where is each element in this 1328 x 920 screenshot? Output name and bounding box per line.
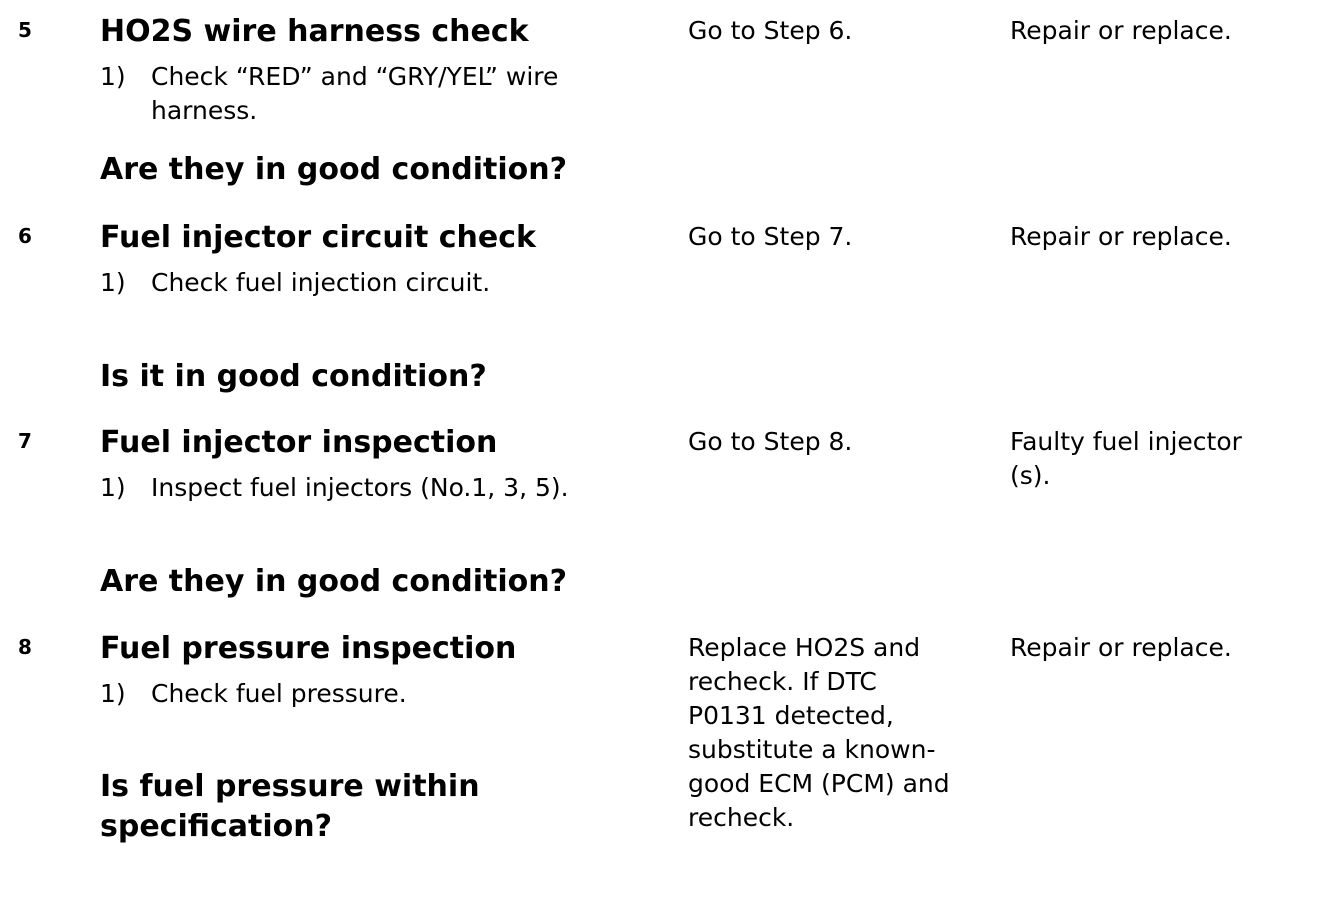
yes-action: Go to Step 6. [688, 16, 853, 45]
substep-text: Check fuel injection circuit. [151, 268, 491, 297]
substep-marker: 1) [100, 62, 126, 91]
substep-marker: 1) [100, 268, 126, 297]
substep [100, 677, 660, 713]
yes-action: Replace HO2S and recheck. If DTC P0131 detected, substitute a known-good ECM (PCM) and recheck. [688, 633, 950, 832]
substep [100, 471, 660, 507]
no-action: Repair or replace. [1010, 16, 1232, 45]
step-question: Are they in good condition? [100, 152, 568, 187]
yes-action: Go to Step 7. [688, 222, 853, 251]
substep [100, 266, 660, 302]
substep-text: Check fuel pressure. [151, 679, 407, 708]
substep [100, 60, 660, 130]
step-number: 7 [18, 429, 32, 453]
step-question: Is it in good condition? [100, 359, 487, 394]
no-action: Repair or replace. [1010, 222, 1232, 251]
no-action: Repair or replace. [1010, 633, 1232, 662]
step-number: 8 [18, 635, 32, 659]
table-row [0, 220, 1328, 410]
table-row [0, 14, 1328, 204]
step-title: Fuel injector circuit check [100, 220, 536, 255]
substep-marker: 1) [100, 473, 126, 502]
step-question: Are they in good condition? [100, 564, 568, 599]
substep-marker: 1) [100, 679, 126, 708]
table-row [0, 631, 1328, 861]
substep-text: Inspect fuel injectors (No.1, 3, 5). [151, 473, 569, 502]
step-title: Fuel injector inspection [100, 425, 498, 460]
no-action: Faulty fuel injector (s). [1010, 427, 1242, 490]
substep-text: Check “RED” and “GRY/YEL” wire harness. [151, 62, 559, 125]
step-title: HO2S wire harness check [100, 14, 529, 49]
step-question: Is fuel pressure within specification? [100, 769, 480, 844]
step-number: 5 [18, 18, 32, 42]
step-number: 6 [18, 224, 32, 248]
yes-action: Go to Step 8. [688, 427, 853, 456]
table-row [0, 425, 1328, 615]
step-title: Fuel pressure inspection [100, 631, 517, 666]
